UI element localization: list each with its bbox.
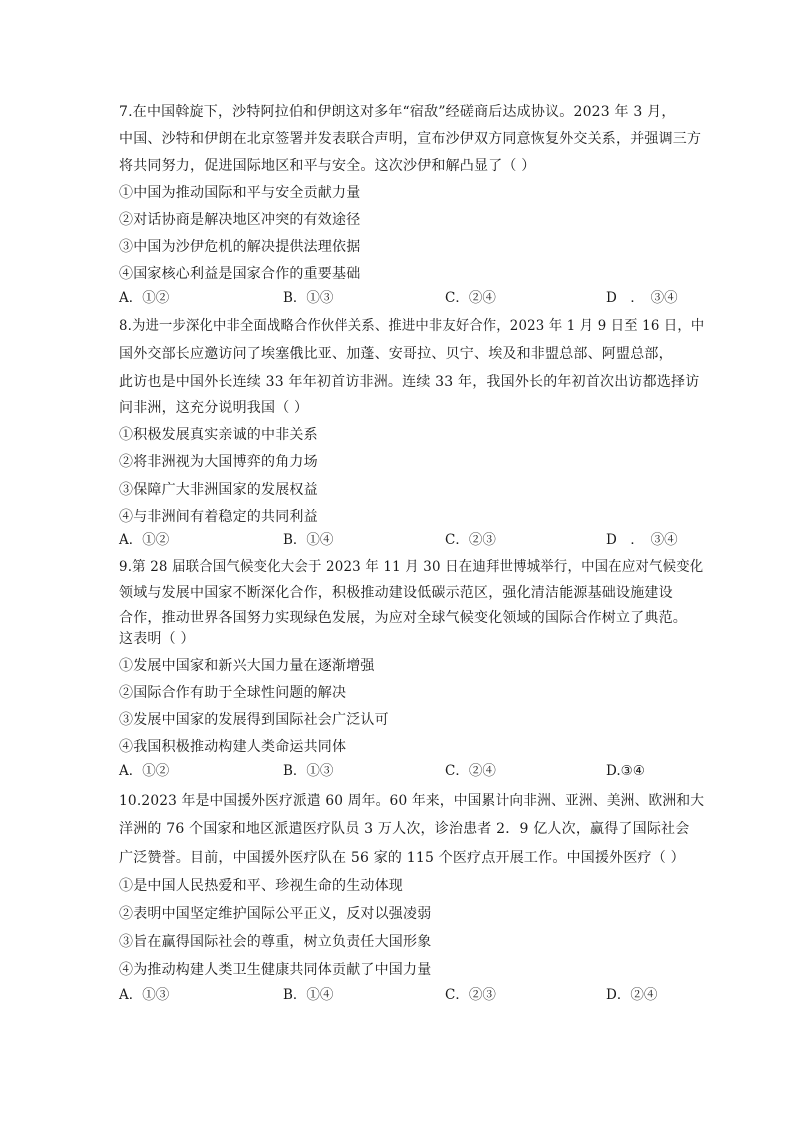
question-10-option-b: B．①④ [283, 987, 334, 1003]
question-10-option-d: D．②④ [606, 987, 658, 1003]
question-8-option-b: B．①④ [283, 532, 334, 548]
question-8-statement-1: ①积极发展真实亲诚的中非关系 [119, 427, 318, 443]
question-8-option-c: C．②③ [445, 532, 496, 548]
question-7-statement-1: ①中国为推动国际和平与安全贡献力量 [119, 185, 361, 201]
question-7-line-3: 将共同努力，促进国际地区和平与安全。这次沙伊和解凸显了（ ） [119, 158, 536, 174]
question-7-option-d: D ． ③④ [606, 290, 678, 306]
question-7-statement-2: ②对话协商是解决地区冲突的有效途径 [119, 212, 361, 228]
question-9-option-a: A．①② [119, 763, 170, 779]
question-7-option-b: B．①③ [283, 290, 334, 306]
question-9-statement-1: ①发展中国家和新兴大国力量在逐渐增强 [119, 658, 375, 674]
question-7-line-2: 中国、沙特和伊朗在北京签署并发表联合声明，宣布沙伊双方同意恢复外交关系，并强调三方 [119, 131, 702, 147]
question-7-line-1: 7.在中国斡旋下，沙特阿拉伯和伊朗这对多年“宿敌”经磋商后达成协议。2023 年 3 月， [119, 104, 676, 120]
question-8-statement-3: ③保障广大非洲国家的发展权益 [119, 482, 318, 498]
question-10-line-1: 10.2023 年是中国援外医疗派遣 60 周年。60 年来，中国累计向非洲、亚洲、美洲、欧洲和大 [119, 793, 705, 809]
question-10-line-2: 洋洲的 76 个国家和地区派遣医疗队员 3 万人次，诊治患者 2．9 亿人次，赢得了国际社会 [119, 821, 690, 837]
question-10-statement-2: ②表明中国坚定维护国际公平正义，反对以强凌弱 [119, 906, 432, 922]
question-10-statement-4: ④为推动构建人类卫生健康共同体贡献了中国力量 [119, 962, 432, 978]
question-7-option-c: C．②④ [445, 290, 496, 306]
question-8-statement-2: ②将非洲视为大国博弈的角力场 [119, 454, 318, 470]
question-10-option-c: C．②③ [445, 987, 496, 1003]
question-9-line-1: 9.第 28 届联合国气候变化大会于 2023 年 11 月 30 日在迪拜世博城举行，中国在应对气候变化 [119, 559, 704, 575]
question-9-option-c: C．②④ [445, 763, 496, 779]
question-9-statement-2: ②国际合作有助于全球性问题的解决 [119, 685, 347, 701]
question-9-line-4: 这表明（ ） [119, 631, 195, 647]
question-9-statement-3: ③发展中国家的发展得到国际社会广泛认可 [119, 712, 389, 728]
question-7-statement-4: ④国家核心利益是国家合作的重要基础 [119, 266, 361, 282]
question-8-line-1: 8.为进一步深化中非全面战略合作伙伴关系、推进中非友好合作，2023 年 1 月 9 日至 16 日，中 [119, 318, 705, 334]
question-10-line-3: 广泛赞誉。目前，中国援外医疗队在 56 家的 115 个医疗点开展工作。中国援外医疗（ ） [119, 850, 685, 866]
question-9-option-d: D.③④ [606, 763, 645, 779]
question-8-statement-4: ④与非洲间有着稳定的共同利益 [119, 509, 318, 525]
question-9-option-b: B．①③ [283, 763, 334, 779]
question-8-line-2: 国外交部长应邀访问了埃塞俄比亚、加蓬、安哥拉、贝宁、埃及和非盟总部、阿盟总部， [119, 346, 673, 362]
question-8-line-4: 问非洲，这充分说明我国（ ） [119, 400, 309, 416]
question-7-statement-3: ③中国为沙伊危机的解决提供法理依据 [119, 239, 361, 255]
question-9-line-3: 合作，推动世界各国努力实现绿色发展，为应对全球气候变化领域的国际合作树立了典范。 [119, 610, 687, 626]
question-10-statement-1: ①是中国人民热爱和平、珍视生命的生动体现 [119, 878, 403, 894]
question-9-statement-4: ④我国积极推动构建人类命运共同体 [119, 739, 347, 755]
question-9-line-2: 领域与发展中国家不断深化合作，积极推动建设低碳示范区，强化清洁能源基础设施建设 [119, 585, 673, 601]
question-10-statement-3: ③旨在赢得国际社会的尊重，树立负责任大国形象 [119, 934, 432, 950]
question-8-option-a: A．①② [119, 532, 170, 548]
question-10-option-a: A．①③ [119, 987, 170, 1003]
question-7-option-a: A．①② [119, 290, 170, 306]
question-8-option-d: D ． ③④ [606, 532, 678, 548]
question-8-line-3: 此访也是中国外长连续 33 年年初首访非洲。连续 33 年，我国外长的年初首次出访都选择访 [119, 374, 700, 390]
